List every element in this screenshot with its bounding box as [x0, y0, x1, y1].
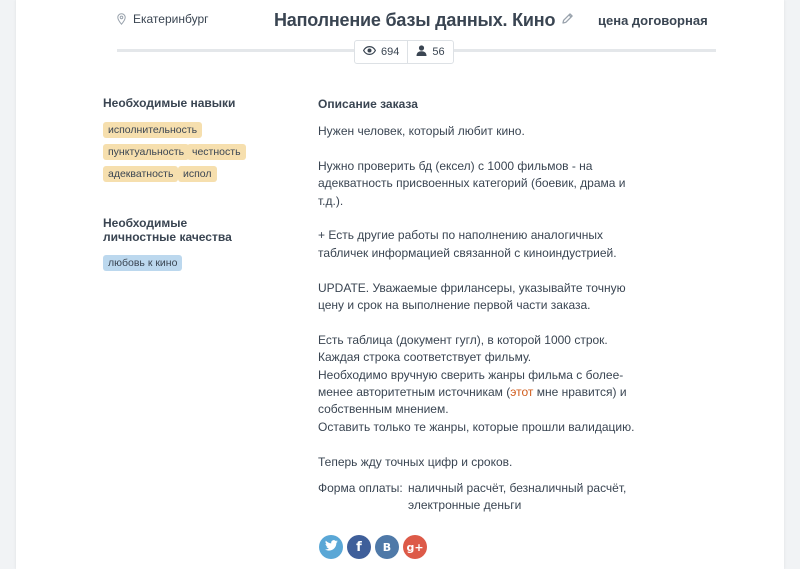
views-count: 694: [381, 46, 400, 58]
responses-count: 56: [432, 46, 445, 58]
share-buttons: [319, 535, 427, 559]
page-title: Наполнение базы данных. Кино: [274, 10, 556, 30]
description-line: Оставить только те жанры, которые прошли валидацию.: [318, 419, 635, 434]
payment-row: [318, 480, 638, 515]
pencil-icon[interactable]: [561, 12, 574, 30]
payment-value: наличный расчёт, безналичный расчёт, электронные деньги: [408, 481, 627, 513]
user-icon: [416, 45, 427, 59]
stats-box: [354, 40, 454, 64]
map-pin-icon: [117, 13, 126, 25]
title-wrap: [274, 10, 574, 31]
location-label: Екатеринбург: [133, 12, 209, 26]
responses-stat: [407, 41, 452, 63]
quality-tag[interactable]: любовь к кино: [103, 255, 182, 271]
description-paragraph: Теперь жду точных цифр и сроков.: [318, 454, 513, 469]
gplus-icon: g+: [406, 540, 424, 554]
qualities-title: Необходимые личностные качества: [103, 216, 232, 244]
order-card: [16, 0, 784, 569]
facebook-share-button[interactable]: [347, 535, 371, 559]
source-link[interactable]: этот: [510, 385, 534, 400]
description-line: Необходимо вручную сверить жанры фильма с более-менее авторитетным источникам (: [318, 367, 624, 400]
location: [117, 12, 209, 26]
gplus-share-button[interactable]: [403, 535, 427, 559]
facebook-icon: f: [356, 539, 362, 555]
skill-tag[interactable]: адекватность: [103, 166, 178, 182]
twitter-icon: [325, 540, 338, 555]
description-body: [318, 123, 638, 488]
payment-label: Форма оплаты:: [318, 481, 403, 495]
description-line: Каждая строка соответствует фильму.: [318, 350, 532, 365]
vk-share-button[interactable]: [375, 535, 399, 559]
price-label: цена договорная: [598, 13, 708, 28]
views-stat: [355, 41, 407, 63]
description-paragraph: Нужен человек, который любит кино.: [318, 124, 525, 138]
skill-tag[interactable]: испол: [178, 166, 217, 182]
skills-title: Необходимые навыки: [103, 96, 236, 110]
skill-tag[interactable]: честность: [187, 144, 246, 160]
description-line: Есть таблица (документ гугл), в которой 1000 строк.: [318, 332, 608, 347]
vk-icon: B: [382, 540, 392, 554]
description-line: мне нравится) и собственным мнением.: [318, 385, 627, 417]
eye-icon: [363, 46, 376, 58]
description-paragraph: Нужно проверить бд (ексел) с 1000 фильмов - на адекватность присвоенных категорий (боевик, драма и т.д.).: [318, 158, 626, 208]
skill-tag[interactable]: исполнительность: [103, 122, 202, 138]
twitter-share-button[interactable]: [319, 535, 343, 559]
description-paragraph: + Есть другие работы по наполнению аналогичных табличек информацией связанной с киноиндустрией.: [318, 228, 617, 260]
description-paragraph: [318, 332, 638, 436]
skill-tag[interactable]: пунктуальность: [103, 144, 189, 160]
description-paragraph: UPDATE. Уважаемые фрилансеры, указывайте точную цену и срок на выполнение первой части заказа.: [318, 280, 626, 313]
description-title: Описание заказа: [318, 97, 418, 111]
